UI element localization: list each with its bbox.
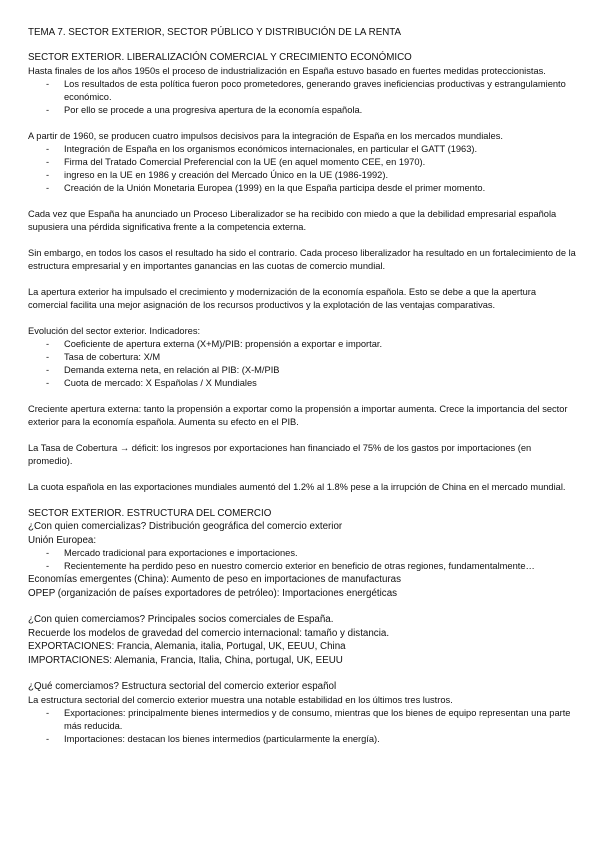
paragraph: A partir de 1960, se producen cuatro impulsos decisivos para la integración de España en los mercados mundiales. (28, 130, 503, 141)
paragraph: EXPORTACIONES: Francia, Alemania, italia, Portugal, UK, EEUU, China (28, 641, 346, 652)
list-item: - Mercado tradicional para exportaciones e importaciones. (28, 547, 576, 560)
paragraph: La estructura sectorial del comercio exterior muestra una notable estabilidad en los últimos tres lustros. (28, 694, 453, 705)
list-item: - Firma del Tratado Comercial Preferencial con la UE (en aquel momento CEE, en 1970). (28, 156, 576, 169)
list-item: - Por ello se procede a una progresiva apertura de la economía española. (28, 104, 576, 117)
paragraph: Evolución del sector exterior. Indicadores: (28, 325, 201, 336)
section-heading-liberalizacion: SECTOR EXTERIOR. LIBERALIZACIÓN COMERCIAL Y CRECIMIENTO ECONÓMICO (28, 52, 412, 63)
paragraph: Cada vez que España ha anunciado un Proceso Liberalizador se ha recibido con miedo a que la debilidad empresarial española supusiera una pérdida significativa frente a la competencia externa. (28, 208, 557, 232)
paragraph: La Tasa de Cobertura → déficit: los ingresos por exportaciones han financiado el 75% de los gastos por importaciones (en promedio). (28, 442, 532, 466)
list-item: - Recientemente ha perdido peso en nuestro comercio exterior en beneficio de otras regiones, fundamentalmente… (28, 560, 576, 573)
paragraph: Recuerde los modelos de gravedad del comercio internacional: tamaño y distancia. (28, 627, 390, 639)
list-item: - ingreso en la UE en 1986 y creación del Mercado Único en la UE (1986-1992). (28, 169, 576, 182)
paragraph: La apertura exterior ha impulsado el crecimiento y modernización de la economía española. Esto se debe a que la apertura comercial facilita una mejor asignación de los recursos productivos y la explotación de las ventajas comparativas. (28, 286, 537, 310)
list-item: - Integración de España en los organismos económicos internacionales, en particular el GATT (1963). (28, 143, 576, 156)
paragraph: OPEP (organización de países exportadores de petróleo): Importaciones energéticas (28, 587, 398, 599)
bullet-list (28, 547, 576, 573)
subsection-label: Unión Europea: (28, 534, 97, 546)
paragraph: Economías emergentes (China): Aumento de peso en importaciones de manufacturas (28, 574, 402, 585)
paragraph: Creciente apertura externa: tanto la propensión a exportar como la propensión a importar aumenta. Crece la importancia del sector exterior para la economía española. Aumenta su efecto en el PIB. (28, 403, 568, 427)
subsection-question: ¿Con quien comercializas? Distribución geográfica del comercio exterior (28, 521, 343, 532)
list-item: - Demanda externa neta, en relación al PIB: (X-M/PIB (28, 364, 576, 377)
paragraph: Sin embargo, en todos los casos el resultado ha sido el contrario. Cada proceso liberalizador ha resultado en un fortalecimiento de la estructura empresarial y en importantes ganancias en las cuotas de comercio mundial. (28, 247, 576, 271)
list-item: - Importaciones: destacan los bienes intermedios (particularmente la energía). (28, 733, 576, 746)
list-item: - Los resultados de esta política fueron poco prometedores, generando graves ineficiencias productivas y estrangulamiento económico. (28, 78, 576, 104)
paragraph: La cuota española en las exportaciones mundiales aumentó del 1.2% al 1.8% pese a la irrupción de China en el mercado mundial. (28, 481, 566, 492)
list-item: - Exportaciones: principalmente bienes intermedios y de consumo, mientras que los bienes de equipo representan una parte más reducida. (28, 707, 576, 733)
subsection-question: ¿Con quien comerciamos? Principales socios comerciales de España. (28, 614, 334, 625)
paragraph: Hasta finales de los años 1950s el proceso de industrialización en España estuvo basado en fuertes medidas proteccionistas. (28, 65, 546, 76)
document-page (28, 26, 576, 746)
list-item: - Tasa de cobertura: X/M (28, 351, 576, 364)
list-item: - Cuota de mercado: X Españolas / X Mundiales (28, 377, 576, 390)
document-title: TEMA 7. SECTOR EXTERIOR, SECTOR PÚBLICO Y DISTRIBUCIÓN DE LA RENTA (28, 27, 402, 38)
section-heading-estructura: SECTOR EXTERIOR. ESTRUCTURA DEL COMERCIO (28, 507, 272, 519)
bullet-list (28, 338, 576, 390)
paragraph: IMPORTACIONES: Alemania, Francia, Italia, China, portugal, UK, EEUU (28, 654, 343, 666)
bullet-list (28, 78, 576, 117)
bullet-list (28, 707, 576, 746)
subsection-question: ¿Qué comerciamos? Estructura sectorial del comercio exterior español (28, 681, 337, 692)
bullet-list (28, 143, 576, 195)
list-item: - Creación de la Unión Monetaria Europea (1999) en la que España participa desde el primer momento. (28, 182, 576, 195)
list-item: - Coeficiente de apertura externa (X+M)/PIB: propensión a exportar e importar. (28, 338, 576, 351)
